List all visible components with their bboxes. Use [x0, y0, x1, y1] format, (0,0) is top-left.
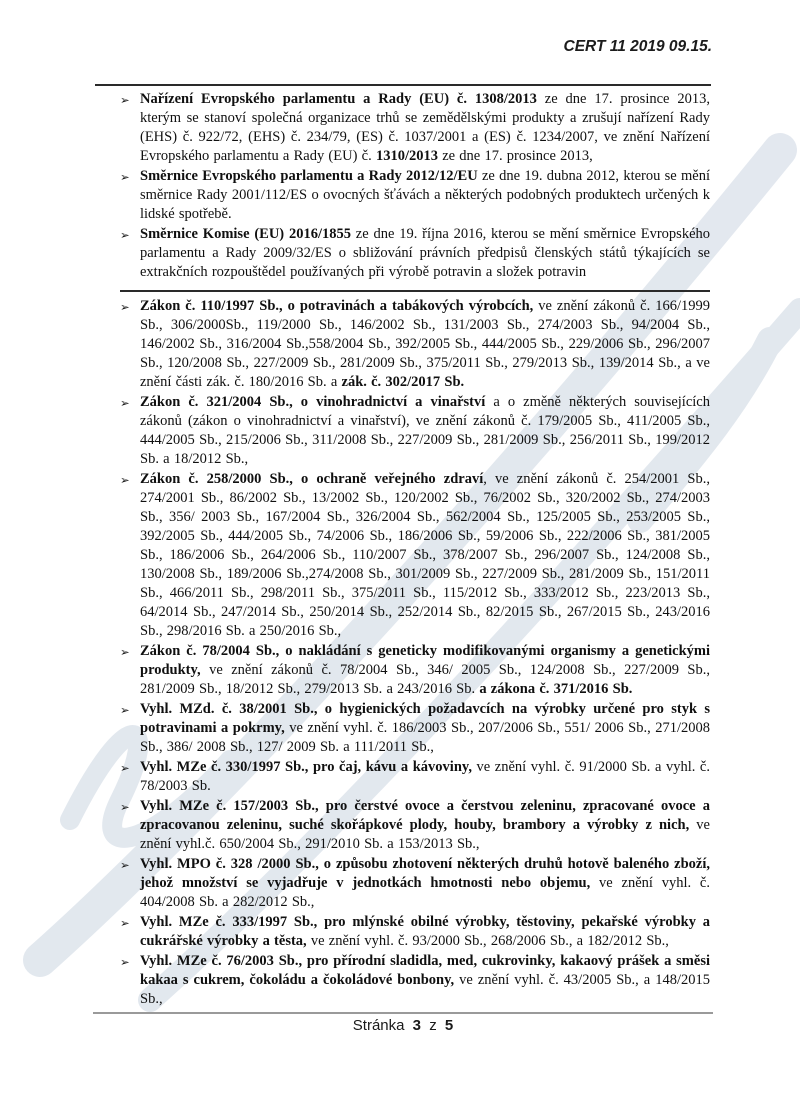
arrow-bullet-icon: ➢ — [120, 473, 130, 487]
regulation-detail-text: ve znění vyhl. č. 404/2008 Sb. a 282/2012 Sb., — [140, 875, 710, 910]
regulation-item — [120, 470, 710, 641]
regulation-title-text: Vyhl. MZe č. 333/1997 Sb., pro mlýnské obilné výrobky, těstoviny, pekařské výrobky a cukrářské výrobky a těsta, — [140, 914, 710, 949]
regulation-title-text: Nařízení Evropského parlamentu a Rady (EU) č. 1308/2013 — [140, 91, 537, 107]
arrow-bullet-icon: ➢ — [120, 170, 130, 184]
regulation-detail-text: ve znění zákonů č. 78/2004 Sb., 346/ 2005 Sb., 124/2008 Sb., 227/2009 Sb., 281/2009 Sb., 18/2012 Sb., 279/2013 Sb. a 243/2016 Sb. — [140, 662, 710, 697]
total-pages: 5 — [444, 1017, 454, 1034]
regulation-item — [120, 952, 710, 1009]
footer-label: Stránka — [352, 1017, 405, 1034]
regulation-detail-text: ve znění vyhl. č. 91/2000 Sb. a vyhl. č. 78/2003 Sb. — [140, 759, 710, 794]
document-reference: CERT 11 2019 09.15. — [563, 38, 712, 55]
regulation-detail-text: ve znění vyhl. č. 186/2003 Sb., 207/2006 Sb., 551/ 2006 Sb., 271/2008 Sb., 386/ 2008 Sb., 127/ 2009 Sb. a 111/2011 Sb., — [140, 720, 710, 755]
regulation-detail-text: ve znění zákonů č. 166/1999 Sb., 306/2000Sb., 119/2000 Sb., 146/2002 Sb., 131/2003 Sb., 274/2003 Sb., 94/2004 Sb., 146/2002 Sb., 316/2004 Sb.,558/2004 Sb., 392/2005 Sb., 444/2005 Sb., 229/2006 Sb., 296/2007 Sb., 120/2008 Sb., 227/2009 Sb., 281/2009 Sb., 375/2011 Sb., 279/2013 Sb., 139/2014 Sb., a ve znění části zák. č. 180/2016 Sb. a — [140, 298, 710, 390]
regulation-title-text: Zákon č. 258/2000 Sb., o ochraně veřejného zdraví — [140, 471, 484, 487]
arrow-bullet-icon: ➢ — [120, 916, 130, 930]
arrow-bullet-icon: ➢ — [120, 645, 130, 659]
regulation-detail-text: ze dne 17. prosince 2013, kterým se stanoví společná organizace trhů se zemědělskými produkty a zrušují nařízení Rady (EHS) č. 922/72, (EHS) č. 234/79, (ES) č. 1037/2001 a (ES) č. 1234/2007, ve znění Nařízení Evropského parlamentu a Rady (EU) č. — [140, 91, 710, 164]
regulation-detail-text: ze dne 17. prosince 2013, — [437, 148, 593, 164]
regulation-title-text: Vyhl. MPO č. 328 /2000 Sb., o způsobu zhotovení některých druhů hotově baleného zboží, jehož množství se vyjadřuje v jednotkách hmotnosti nebo objemu, — [140, 856, 710, 891]
arrow-bullet-icon: ➢ — [120, 93, 130, 107]
arrow-bullet-icon: ➢ — [120, 300, 130, 314]
regulation-title-text: Vyhl. MZe č. 76/2003 Sb., pro přírodní sladidla, med, cukrovinky, kakaový prášek a směsi kakaa s cukrem, čokoládu a čokoládové bonbony, — [140, 953, 710, 988]
regulation-item — [120, 167, 710, 224]
regulation-detail-text: a o změně některých souvisejících zákonů (zákon o vinohradnictví a vinařství), ve znění zákonů č. 179/2005 Sb., 411/2005 Sb., 444/2005 Sb., 215/2006 Sb., 311/2008 Sb., 227/2009 Sb., 281/2009 Sb., 256/2011 Sb., 199/2012 Sb. a 18/2012 Sb., — [140, 394, 710, 467]
regulation-title-text: Zákon č. 110/1997 Sb., o potravinách a tabákových výrobcích, — [140, 298, 534, 314]
regulation-title-text: zák. č. 302/2017 Sb. — [341, 374, 465, 390]
regulation-item — [120, 225, 711, 282]
czech-laws-list — [120, 297, 710, 1009]
page-number: 3 — [412, 1017, 422, 1034]
regulation-title-text: a zákona č. 371/2016 Sb. — [475, 681, 633, 697]
header-rule — [95, 84, 711, 86]
section-divider-rule — [120, 290, 710, 292]
regulation-detail-text: ve znění vyhl.č. 650/2004 Sb., 291/2010 Sb. a 153/2013 Sb., — [140, 817, 710, 852]
footer-separator: z — [429, 1017, 437, 1034]
regulation-detail-text: , ve znění zákonů č. 254/2001 Sb., 274/2001 Sb., 86/2002 Sb., 13/2002 Sb., 120/2002 Sb., 76/2002 Sb., 320/2002 Sb., 274/2003 Sb., 356/ 2003 Sb., 167/2004 Sb., 326/2004 Sb., 562/2004 Sb., 125/2005 Sb., 253/2005 Sb., 392/2005 Sb., 444/2005 Sb., 74/2006 Sb., 186/2006 Sb., 59/2006 Sb., 222/2006 Sb., 381/2005 Sb., 186/2006 Sb., 264/2006 Sb., 110/2007 Sb., 378/2007 Sb., 296/2007 Sb., 124/2008 Sb., 130/2008 Sb., 189/2006 Sb.,274/2008 Sb., 301/2009 Sb., 227/2009 Sb., 281/2009 Sb., 151/2011 Sb., 466/2011 Sb., 298/2011 Sb., 375/2011 Sb., 115/2012 Sb., 333/2012 Sb., 223/2013 Sb., 64/2014 Sb., 247/2014 Sb., 250/2014 Sb., 252/2014 Sb., 82/2015 Sb., 267/2015 Sb., 243/2016 Sb., 298/2016 Sb. a 250/2016 Sb., — [140, 471, 710, 639]
regulation-title-text: 1310/2013 — [375, 148, 438, 164]
arrow-bullet-icon: ➢ — [120, 228, 130, 242]
regulation-title-text: Zákon č. 78/2004 Sb., o nakládání s geneticky modifikovanými organismy a genetickými produkty, — [140, 643, 710, 678]
arrow-bullet-icon: ➢ — [120, 800, 130, 814]
regulation-item — [120, 642, 710, 699]
regulation-item — [120, 700, 710, 757]
eu-regulations-list — [120, 90, 711, 282]
regulation-title-text: Vyhl. MZd. č. 38/2001 Sb., o hygienických požadavcích na výrobky určené pro styk s potravinami a pokrmy, — [140, 701, 710, 736]
regulation-title-text: Vyhl. MZe č. 157/2003 Sb., pro čerstvé ovoce a čerstvou zeleninu, zpracované ovoce a zpracovanou zeleninu, suché skořápkové plody, houby, brambory a výrobky z nich, — [140, 798, 710, 833]
regulation-title-text: Zákon č. 321/2004 Sb., o vinohradnictví a vinařství — [140, 394, 486, 410]
regulation-item — [120, 90, 710, 166]
regulation-item — [120, 297, 710, 392]
arrow-bullet-icon: ➢ — [120, 396, 130, 410]
regulation-item — [120, 797, 710, 854]
arrow-bullet-icon: ➢ — [120, 703, 130, 717]
regulation-title-text: Vyhl. MZe č. 330/1997 Sb., pro čaj, kávu a kávoviny, — [140, 759, 472, 775]
regulation-item — [120, 758, 710, 796]
footer-rule — [93, 1012, 713, 1014]
regulation-item — [120, 855, 710, 912]
arrow-bullet-icon: ➢ — [120, 955, 130, 969]
document-body — [120, 90, 711, 1010]
regulation-detail-text: ze dne 19. října 2016, kterou se mění směrnice Evropského parlamentu a Rady 2009/32/ES o sbližování právních předpisů členských států týkajících se extrakčních rozpouštědel používaných při výrobě potravin a složek potravin — [140, 226, 711, 280]
regulation-detail-text: ve znění vyhl. č. 93/2000 Sb., 268/2006 Sb., a 182/2012 Sb., — [306, 933, 669, 949]
arrow-bullet-icon: ➢ — [120, 858, 130, 872]
page-footer — [93, 1017, 713, 1034]
regulation-item — [120, 393, 710, 469]
regulation-detail-text: ve znění vyhl. č. 43/2005 Sb., a 148/2015 Sb., — [140, 972, 710, 1007]
regulation-detail-text: ze dne 19. dubna 2012, kterou se mění směrnice Rady 2001/112/ES o ovocných šťávách a některých podobných produktech určených k lidské spotřebě. — [140, 168, 710, 222]
regulation-item — [120, 913, 710, 951]
regulation-title-text: Směrnice Komise (EU) 2016/1855 — [140, 226, 351, 242]
arrow-bullet-icon: ➢ — [120, 761, 130, 775]
regulation-title-text: Směrnice Evropského parlamentu a Rady 2012/12/EU — [140, 168, 478, 184]
